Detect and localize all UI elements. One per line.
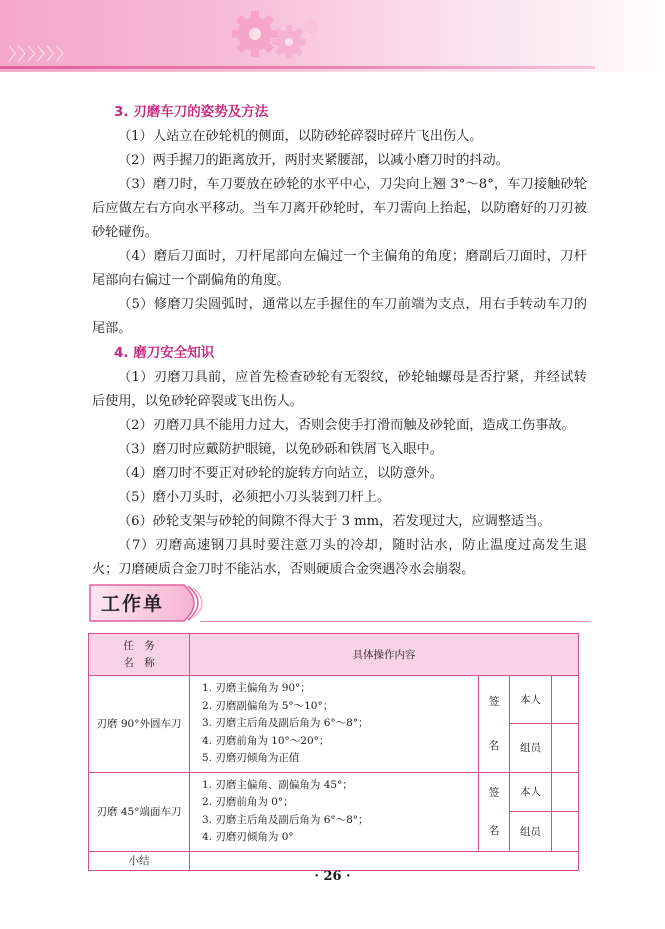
step-item: 3. 刃磨主后角及副后角为 6°～8°；	[202, 717, 369, 729]
role-self-label: 本人	[510, 772, 552, 812]
paragraph: （1）人站立在砂轮机的侧面，以防砂轮碎裂时碎片飞出伤人。	[118, 129, 483, 144]
step-item: 2. 刃磨副偏角为 5°～10°；	[202, 699, 334, 712]
page-number: · 26 ·	[314, 869, 351, 884]
role-group-label: 组员	[510, 724, 552, 772]
task-name-cell: 刃磨 45°端面车刀	[89, 772, 190, 851]
section-heading-grinding-posture: 3. 刃磨车刀的姿势及方法	[114, 104, 269, 120]
steps-cell	[190, 676, 479, 773]
paragraph: （4）磨后刀面时，刀杆尾部向左偏过一个主偏角的角度；磨副后刀面时，刀杆尾部向右偏过一个副偏角的角度。	[92, 249, 587, 288]
paragraph: （5）修磨刀尖圆弧时，通常以左手握住的车刀前端为支点，用右手转动车刀的尾部。	[92, 297, 587, 336]
table-row-summary	[89, 851, 579, 870]
header-operation-content: 具体操作内容	[190, 634, 579, 676]
signature-label: 签 名	[479, 676, 510, 773]
step-item: 3. 刃磨主后角及副后角为 6°～8°；	[202, 813, 369, 826]
step-item: 4. 刃磨刃倾角为 0°	[202, 831, 294, 843]
step-item: 1. 刃磨主偏角、副偏角为 45°；	[202, 778, 353, 791]
role-group-label: 组员	[510, 812, 552, 852]
table-header-row	[89, 634, 579, 676]
paragraph: （1）刃磨刀具前，应首先检查砂轮有无裂纹，砂轮轴螺母是否拧紧，并经试转后使用，以免砂轮碎裂或飞出伤人。	[92, 370, 587, 409]
task-name-cell: 刃磨 90°外圆车刀	[89, 676, 190, 773]
worksheet-table	[88, 633, 579, 871]
gear-decoration-icon	[215, 6, 325, 68]
header-task-name: 任 务 名 称	[89, 634, 190, 676]
worksheet-rule	[200, 621, 590, 622]
signature-self-field[interactable]	[552, 772, 579, 812]
signature-group-field[interactable]	[552, 724, 579, 772]
signature-group-field[interactable]	[552, 812, 579, 852]
summary-label: 小结	[89, 851, 190, 870]
paragraph: （5）磨小刀头时，必须把小刀头装到刀杆上。	[118, 490, 391, 505]
paragraph: （4）磨刀时不要正对砂轮的旋转方向站立，以防意外。	[118, 466, 443, 481]
paragraph: （7）刃磨高速钢刀具时要注意刀头的冷却，随时沾水，防止温度过高发生退火；刀磨硬质合金刀时不能沾水，否则硬质合金突遇冷水会崩裂。	[92, 538, 587, 577]
role-self-label: 本人	[510, 676, 552, 724]
step-item: 2. 刃磨前角为 0°；	[202, 796, 294, 808]
paragraph: （3）磨刀时，车刀要放在砂轮的水平中心，刀尖向上翘 3°～8°，车刀接触砂轮后应做左右方向水平移动。当车刀离开砂轮时，车刀需向上抬起，以防磨好的刀刃被砂轮碰伤。	[92, 177, 587, 240]
paragraph: （2）两手握刀的距离放开，两肘夹紧腰部，以减小磨刀时的抖动。	[118, 153, 509, 168]
step-item: 5. 刃磨刃倾角为正值	[202, 752, 300, 764]
summary-field[interactable]	[190, 851, 579, 870]
step-item: 4. 刃磨前角为 10°～20°；	[202, 734, 330, 747]
paragraph: （6）砂轮支架与砂轮的间隙不得大于 3 mm，若发现过大，应调整适当。	[118, 514, 551, 529]
paragraph: （3）磨刀时应戴防护眼镜，以免砂砾和铁屑飞入眼中。	[118, 442, 443, 457]
header-arrows: 〉〉〉〉〉〉	[8, 45, 74, 65]
signature-self-field[interactable]	[552, 676, 579, 724]
table-row	[89, 772, 579, 812]
body-content	[92, 100, 587, 582]
table-row	[89, 676, 579, 724]
worksheet-title: 工作单	[101, 593, 165, 615]
step-item: 1. 刃磨主偏角为 90°；	[202, 682, 311, 694]
header-band	[0, 0, 665, 72]
steps-cell	[190, 772, 479, 851]
section-heading-safety: 4. 磨刀安全知识	[114, 345, 215, 361]
signature-label: 签 名	[479, 772, 510, 851]
paragraph: （2）刃磨刀具不能用力过大，否则会使手打滑而触及砂轮面，造成工伤事故。	[118, 418, 575, 433]
